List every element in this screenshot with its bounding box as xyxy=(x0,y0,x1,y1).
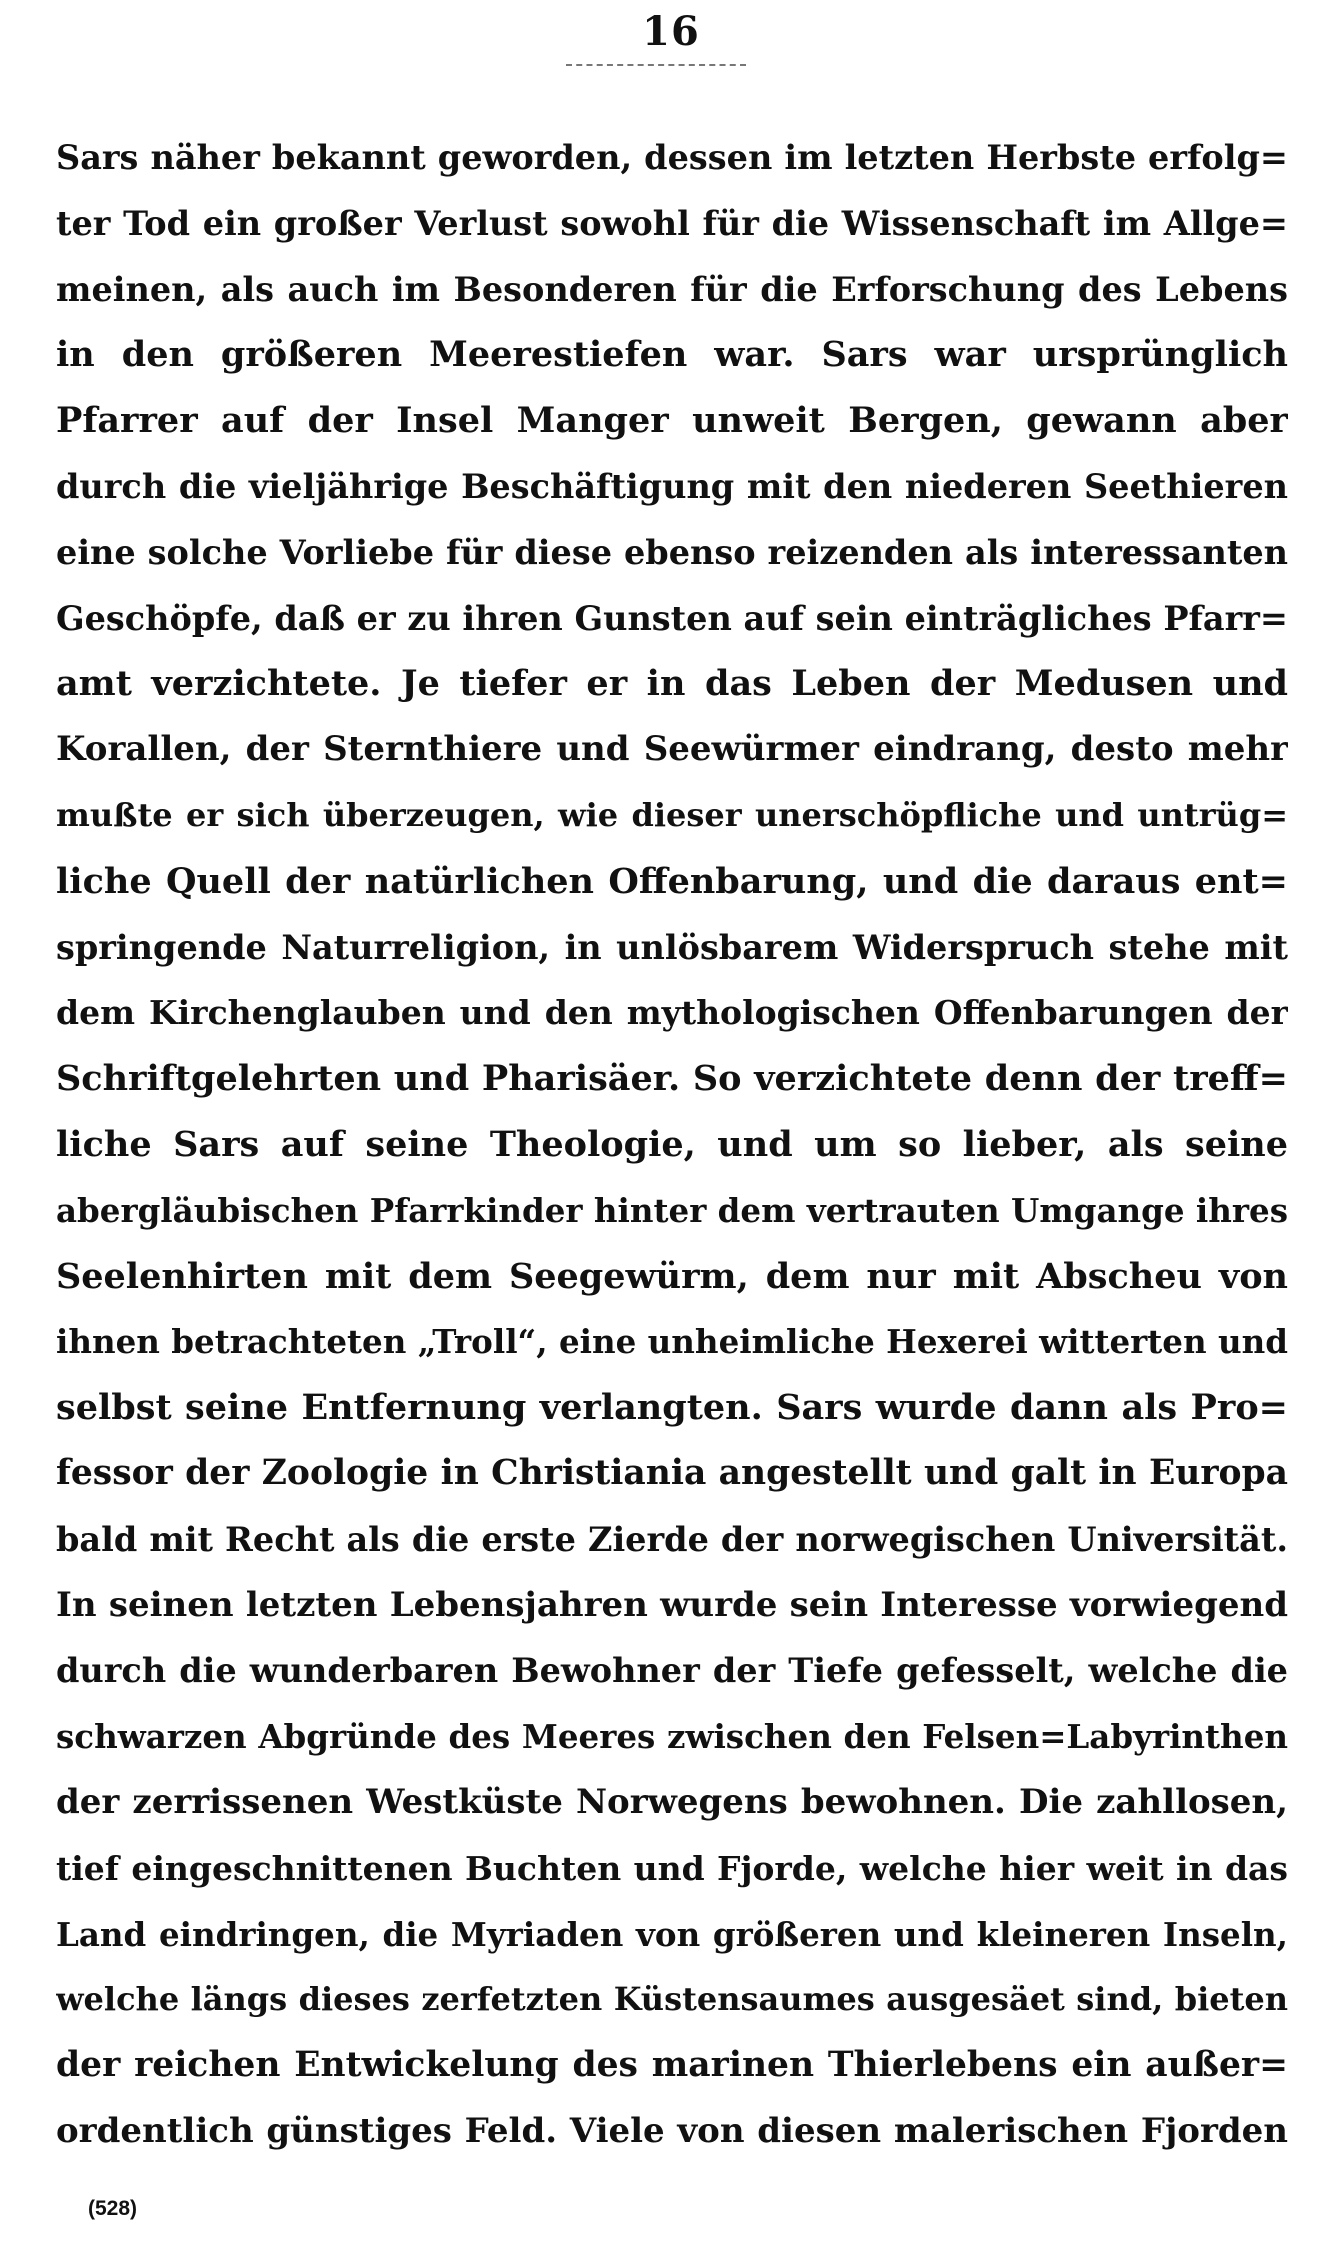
text-line: schwarzen Abgründe des Meeres zwischen den Felsen=Labyrinthen xyxy=(56,1717,1288,1757)
text-line: in den größeren Meerestiefen war. Sars war ursprünglich xyxy=(56,334,1288,376)
header-rule xyxy=(566,64,746,66)
text-line: Pfarrer auf der Insel Manger unweit Bergen, gewann aber xyxy=(56,400,1288,442)
text-line: ordentlich günstiges Feld. Viele von diesen malerischen Fjorden xyxy=(56,2110,1288,2151)
text-line: bald mit Recht als die erste Zierde der norwegischen Universität. xyxy=(56,1519,1288,1559)
text-line: liche Sars auf seine Theologie, und um so lieber, als seine xyxy=(56,1123,1288,1165)
text-line: tief eingeschnittenen Buchten und Fjorde, welche hier weit in das xyxy=(56,1848,1288,1888)
text-line: mußte er sich überzeugen, wie dieser unerschöpfliche und untrüg= xyxy=(56,795,1288,834)
text-line: durch die wunderbaren Bewohner der Tiefe gefesselt, welche die xyxy=(56,1651,1288,1691)
text-line: Land eindringen, die Myriaden von größeren und kleineren Inseln, xyxy=(56,1914,1288,1954)
text-line: Schriftgelehrten und Pharisäer. So verzichtete denn der treff= xyxy=(56,1058,1288,1100)
text-line: der reichen Entwickelung des marinen Thierlebens ein außer= xyxy=(56,2045,1288,2086)
text-line: eine solche Vorliebe für diese ebenso reizenden als interessanten xyxy=(56,532,1288,572)
text-line: In seinen letzten Lebensjahren wurde sein Interesse vorwiegend xyxy=(56,1584,1288,1625)
text-line: fessor der Zoologie in Christiania angestellt und galt in Europa xyxy=(56,1452,1288,1493)
text-line: amt verzichtete. Je tiefer er in das Leben der Medusen und xyxy=(56,663,1288,705)
text-line: ihnen betrachteten „Troll“, eine unheimliche Hexerei witterten und xyxy=(56,1322,1288,1362)
signature-mark: (528) xyxy=(88,2197,138,2220)
text-line: Seelenhirten mit dem Seegewürm, dem nur mit Abscheu von xyxy=(56,1255,1288,1297)
text-line: abergläubischen Pfarrkinder hinter dem vertrauten Umgange ihres xyxy=(56,1190,1288,1230)
text-line: durch die vieljährige Beschäftigung mit den niederen Seethieren xyxy=(56,466,1288,506)
text-line: meinen, als auch im Besonderen für die Erforschung des Lebens xyxy=(56,269,1288,309)
text-line: Sars näher bekannt geworden, dessen im letzten Herbste erfolg= xyxy=(56,138,1288,177)
text-line: selbst seine Entfernung verlangten. Sars wurde dann als Pro= xyxy=(56,1387,1288,1429)
page-number: 16 xyxy=(642,8,700,55)
text-line: ter Tod ein großer Verlust sowohl für die Wissenschaft im Allge= xyxy=(56,203,1288,243)
text-line: dem Kirchenglauben und den mythologischen Offenbarungen der xyxy=(56,993,1288,1033)
body-text xyxy=(56,125,1288,2165)
text-line: springende Naturreligion, in unlösbarem Widerspruch stehe mit xyxy=(56,927,1288,967)
text-line: welche längs dieses zerfetzten Küstensaumes ausgesäet sind, bieten xyxy=(56,1980,1288,2019)
text-line: Korallen, der Sternthiere und Seewürmer eindrang, desto mehr xyxy=(56,729,1288,770)
text-line: liche Quell der natürlichen Offenbarung, und die daraus ent= xyxy=(56,860,1288,902)
text-line: der zerrissenen Westküste Norwegens bewohnen. Die zahllosen, xyxy=(56,1781,1288,1822)
text-line: Geschöpfe, daß er zu ihren Gunsten auf sein einträgliches Pfarr= xyxy=(56,598,1288,638)
